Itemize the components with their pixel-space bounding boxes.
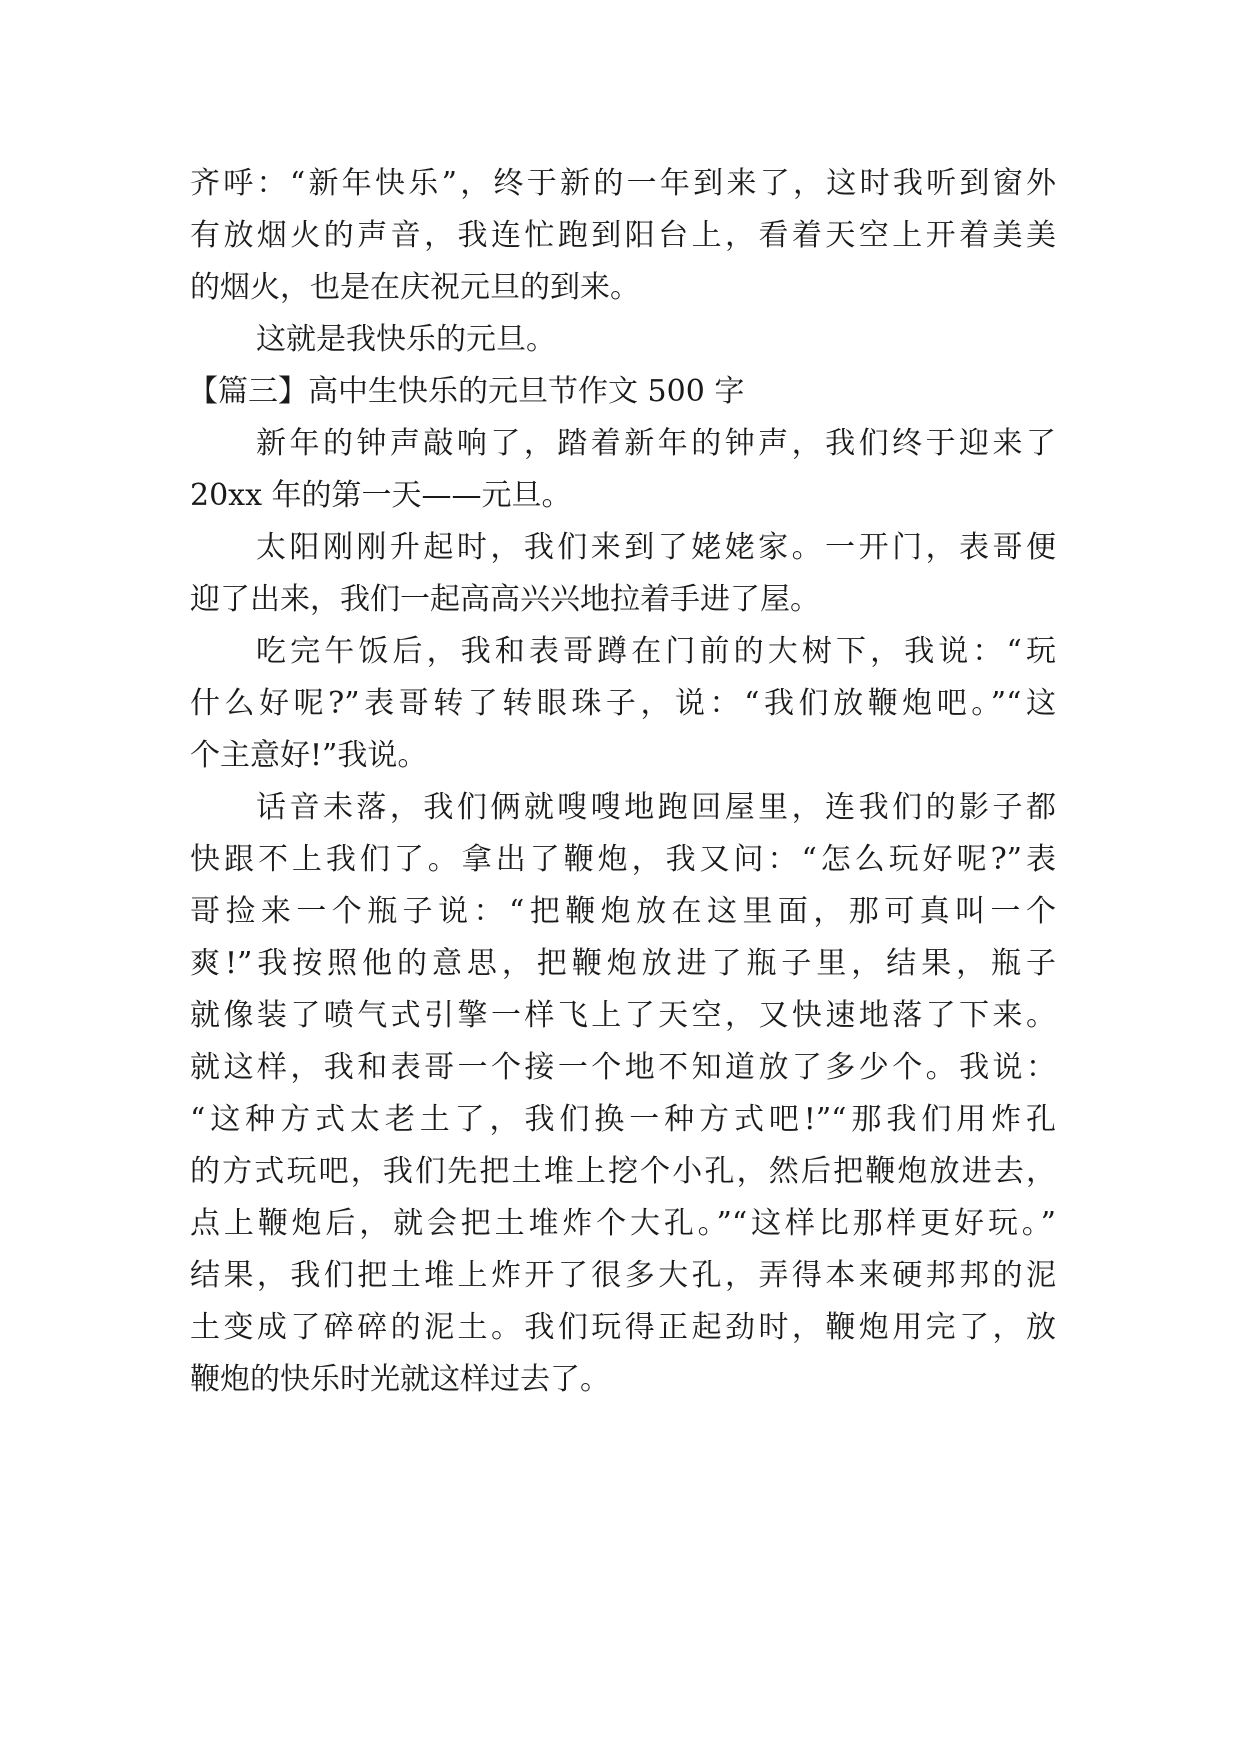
paragraph-1	[190, 418, 1056, 522]
text-line: 结果，我们把土堆上炸开了很多大孔，弄得本来硬邦邦的泥	[190, 1258, 1056, 1293]
text-line: 个主意好!”我说。	[190, 738, 428, 773]
text-line: 吃完午饭后，我和表哥蹲在门前的大树下，我说：“玩	[256, 634, 1056, 669]
text-line: 新年的钟声敲响了，踏着新年的钟声，我们终于迎来了	[256, 426, 1056, 461]
text-line: 话音未落，我们俩就嗖嗖地跑回屋里，连我们的影子都	[256, 790, 1056, 825]
section-heading	[190, 366, 1056, 418]
text-line: 这就是我快乐的元旦。	[256, 322, 556, 357]
text-line: 土变成了碎碎的泥土。我们玩得正起劲时，鞭炮用完了，放	[190, 1310, 1056, 1345]
document-page	[190, 158, 1056, 1406]
text-line: 太阳刚刚升起时，我们来到了姥姥家。一开门，表哥便	[256, 530, 1056, 565]
section-heading-text: 【篇三】高中生快乐的元旦节作文 500 字	[188, 374, 745, 409]
text-line: 的方式玩吧，我们先把土堆上挖个小孔，然后把鞭炮放进去，	[190, 1154, 1056, 1189]
paragraph-continuation	[190, 158, 1056, 314]
text-line: 的烟火，也是在庆祝元旦的到来。	[190, 270, 640, 305]
text-line: 有放烟火的声音，我连忙跑到阳台上，看着天空上开着美美	[190, 218, 1056, 253]
text-line: 爽!”我按照他的意思，把鞭炮放进了瓶子里，结果，瓶子	[190, 946, 1056, 981]
paragraph-2	[190, 522, 1056, 626]
text-line: 就这样，我和表哥一个接一个地不知道放了多少个。我说：	[190, 1050, 1056, 1085]
text-line: 就像装了喷气式引擎一样飞上了天空，又快速地落了下来。	[190, 998, 1056, 1033]
text-line: 点上鞭炮后，就会把土堆炸个大孔。”“这样比那样更好玩。”	[190, 1206, 1056, 1241]
text-line: 20xx 年的第一天——元旦。	[190, 478, 572, 513]
text-line: 什么好呢?”表哥转了转眼珠子，说：“我们放鞭炮吧。”“这	[190, 686, 1056, 721]
text-line: 齐呼：“新年快乐”，终于新的一年到来了，这时我听到窗外	[190, 166, 1056, 201]
text-line: 快跟不上我们了。拿出了鞭炮，我又问：“怎么玩好呢?”表	[190, 842, 1056, 877]
paragraph-closing	[190, 314, 1056, 366]
paragraph-3	[190, 626, 1056, 782]
text-line: 鞭炮的快乐时光就这样过去了。	[190, 1362, 610, 1397]
text-line: “这种方式太老土了，我们换一种方式吧!”“那我们用炸孔	[190, 1102, 1056, 1137]
text-line: 迎了出来，我们一起高高兴兴地拉着手进了屋。	[190, 582, 820, 617]
paragraph-4	[190, 782, 1056, 1406]
text-line: 哥捡来一个瓶子说：“把鞭炮放在这里面，那可真叫一个	[190, 894, 1056, 929]
